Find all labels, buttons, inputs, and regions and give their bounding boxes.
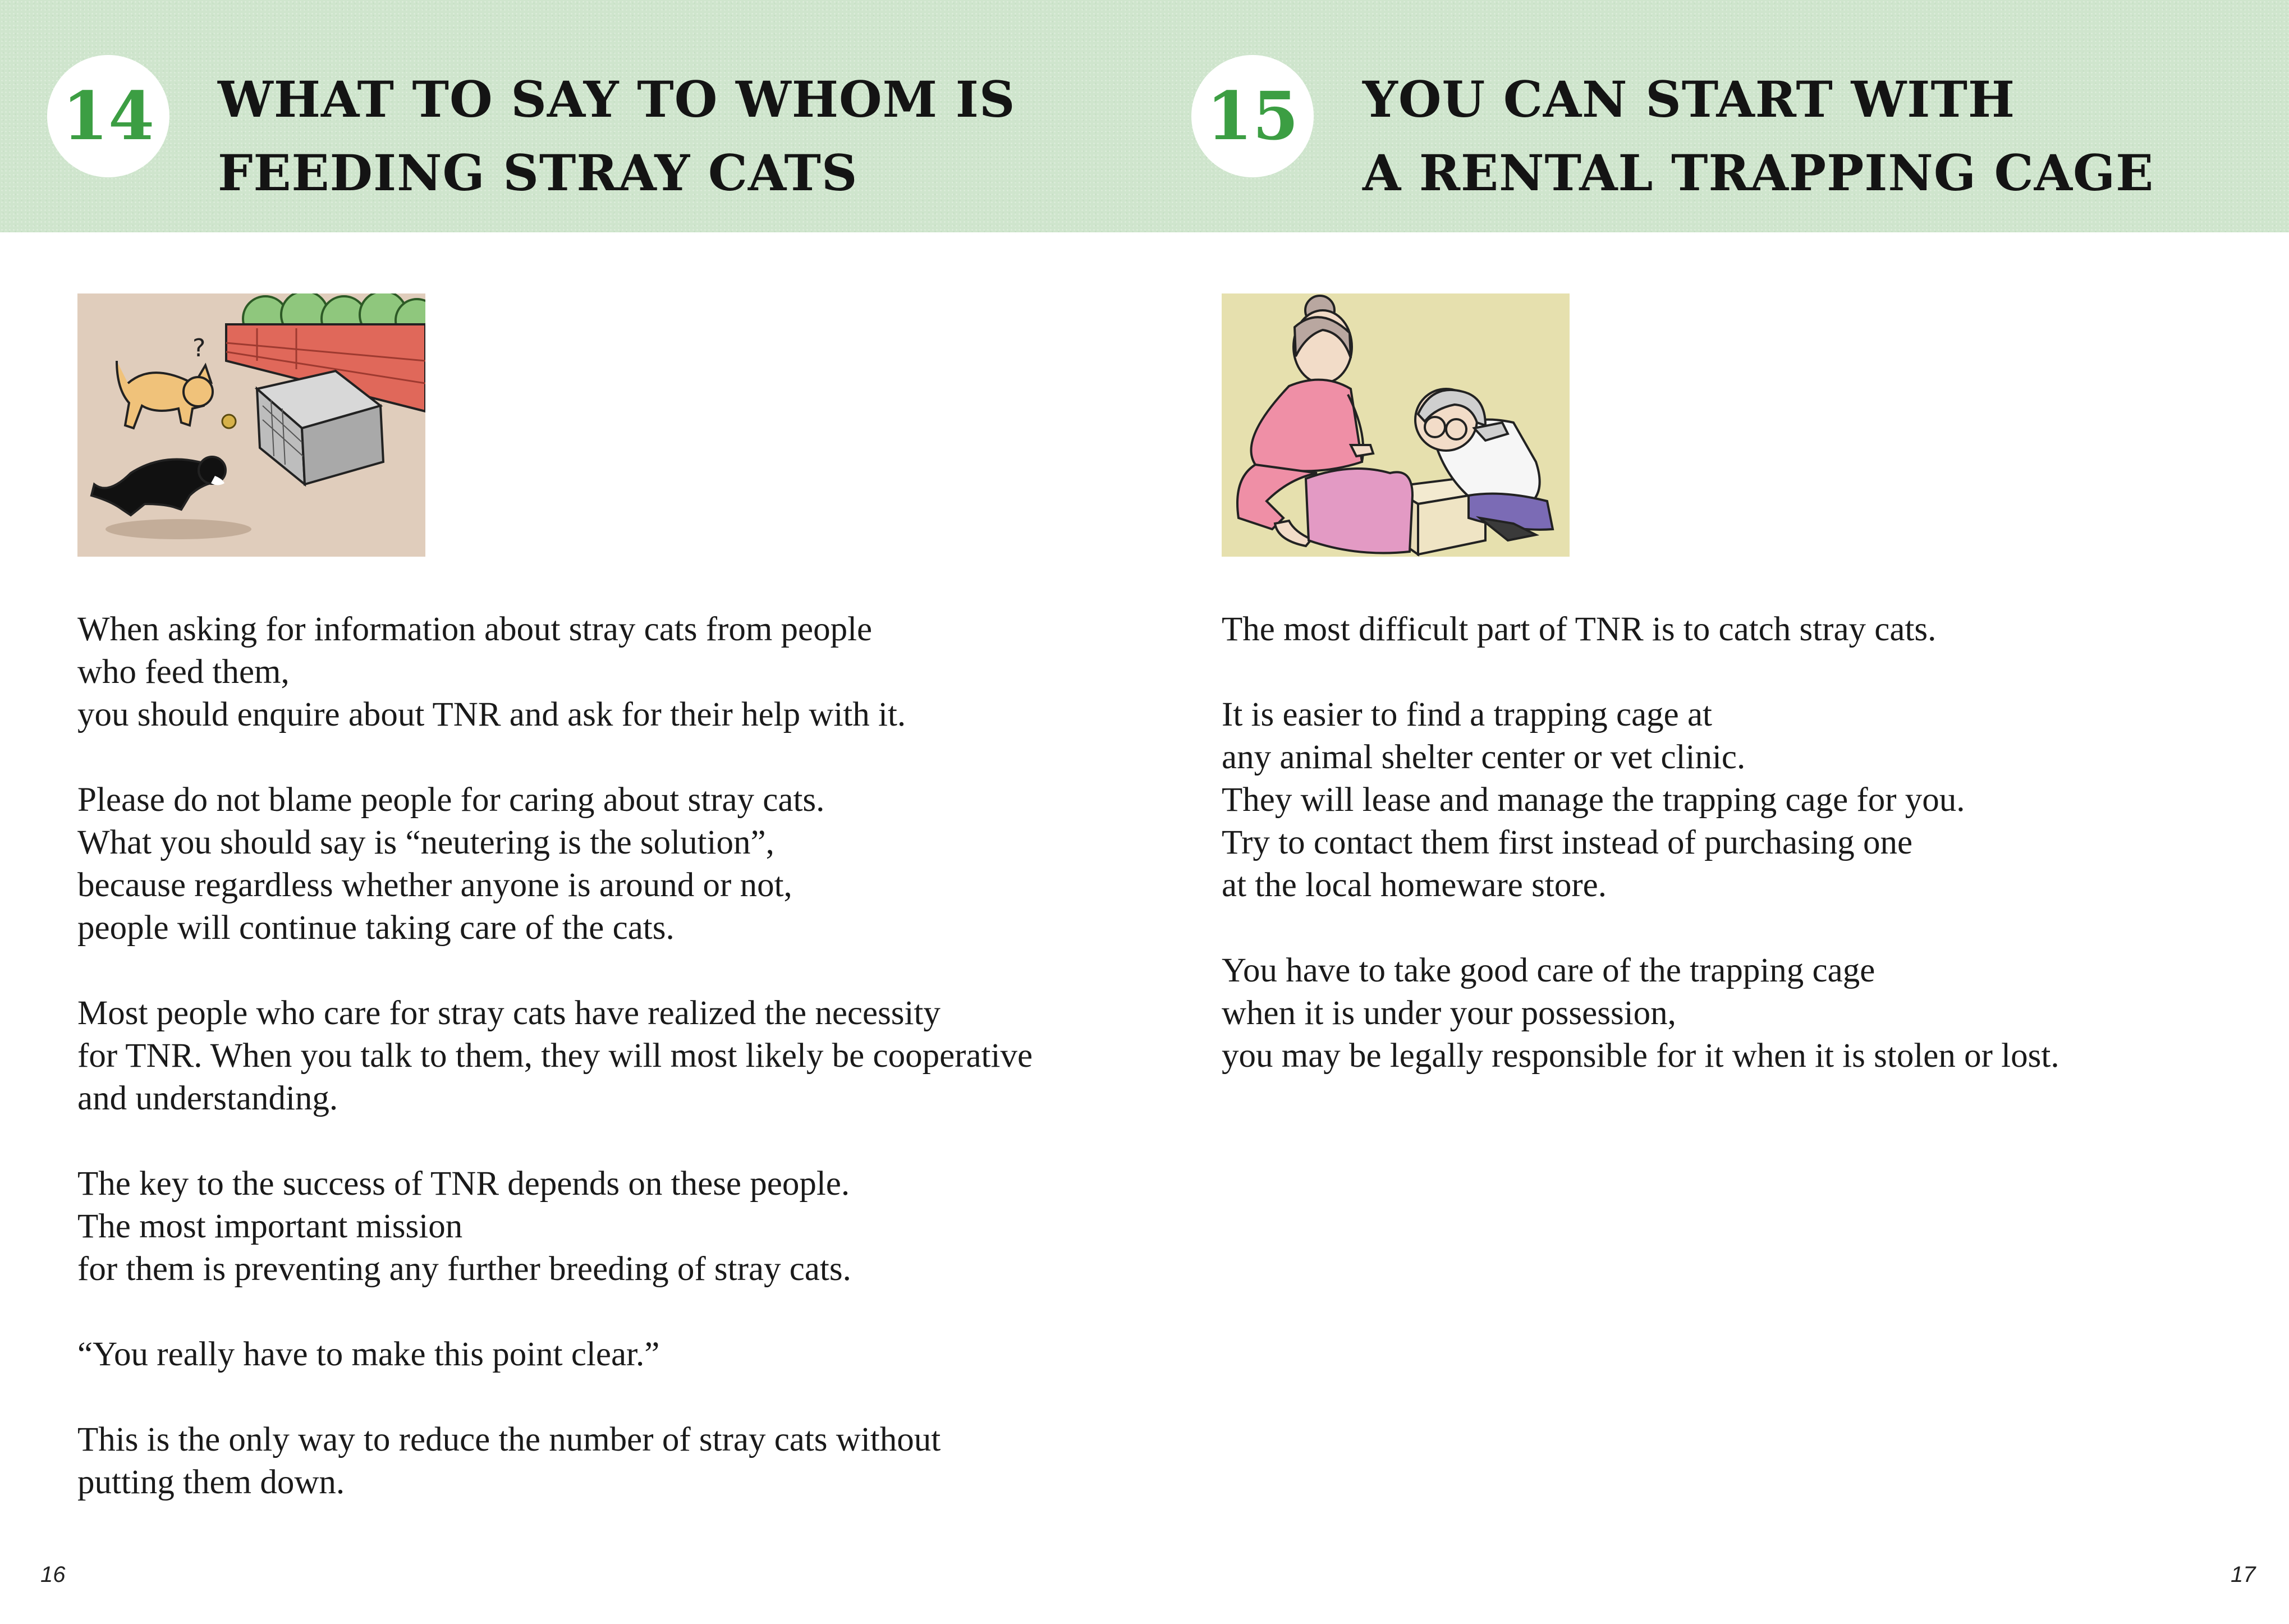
text-line: What you should say is “neutering is the solution”, [77,824,774,861]
paragraph [77,992,1033,1120]
text-line: “You really have to make this point clear.” [77,1336,660,1373]
text-line: It is easier to find a trapping cage at [1222,696,1712,733]
text-line: You have to take good care of the trapping cage [1222,952,1875,989]
title-line: YOU CAN START WITH [1363,70,2016,129]
text-line: when it is under your possession, [1222,994,1676,1032]
text-line: Most people who care for stray cats have realized the necessity [77,994,941,1032]
page-number-left: 16 [40,1562,66,1587]
section-number-badge-15 [1191,55,1314,177]
illustration-vet-cage [1222,293,1570,557]
paragraph [1222,608,2059,651]
text-line: any animal shelter center or vet clinic. [1222,738,1746,776]
text-line: putting them down. [77,1464,345,1501]
text-line: for them is preventing any further breeding of stray cats. [77,1250,851,1288]
text-line: you should enquire about TNR and ask for their help with it. [77,696,906,733]
title-line: WHAT TO SAY TO WHOM IS [218,70,1016,129]
title-line: FEEDING STRAY CATS [218,144,858,202]
text-line: They will lease and manage the trapping cage for you. [1222,781,1965,819]
text-line: The key to the success of TNR depends on these people. [77,1165,850,1203]
section-number: 15 [1206,77,1299,155]
paragraph [77,608,1033,736]
illustration-cats-trap [77,293,425,557]
body-text-left [77,608,1033,1547]
text-line: at the local homeware store. [1222,866,1607,904]
section-title-15 [1363,63,2154,210]
text-line: people will continue taking care of the cats. [77,909,675,947]
paragraph [77,1333,1033,1376]
section-number: 14 [62,77,155,155]
question-mark: ? [192,334,206,363]
text-line: you may be legally responsible for it when it is stolen or lost. [1222,1037,2059,1075]
section-title-14 [218,63,1015,210]
paragraph [77,1163,1033,1291]
text-line: because regardless whether anyone is around or not, [77,866,792,904]
body-text-right [1222,608,2059,1120]
text-line: The most difficult part of TNR is to catch stray cats. [1222,611,1937,648]
text-line: who feed them, [77,653,290,691]
paragraph [1222,694,2059,907]
section-number-badge-14 [47,55,169,177]
text-line: Please do not blame people for caring about stray cats. [77,781,825,819]
title-line: A RENTAL TRAPPING CAGE [1363,144,2154,202]
text-line: and understanding. [77,1080,338,1117]
text-line: This is the only way to reduce the number of stray cats without [77,1421,941,1458]
paragraph [77,1419,1033,1504]
page-number-right: 17 [2231,1562,2256,1587]
paragraph [77,779,1033,949]
text-line: for TNR. When you talk to them, they will most likely be cooperative [77,1037,1033,1075]
text-line: The most important mission [77,1208,463,1245]
paragraph [1222,949,2059,1077]
text-line: Try to contact them first instead of purchasing one [1222,824,1913,861]
text-line: When asking for information about stray cats from people [77,611,873,648]
